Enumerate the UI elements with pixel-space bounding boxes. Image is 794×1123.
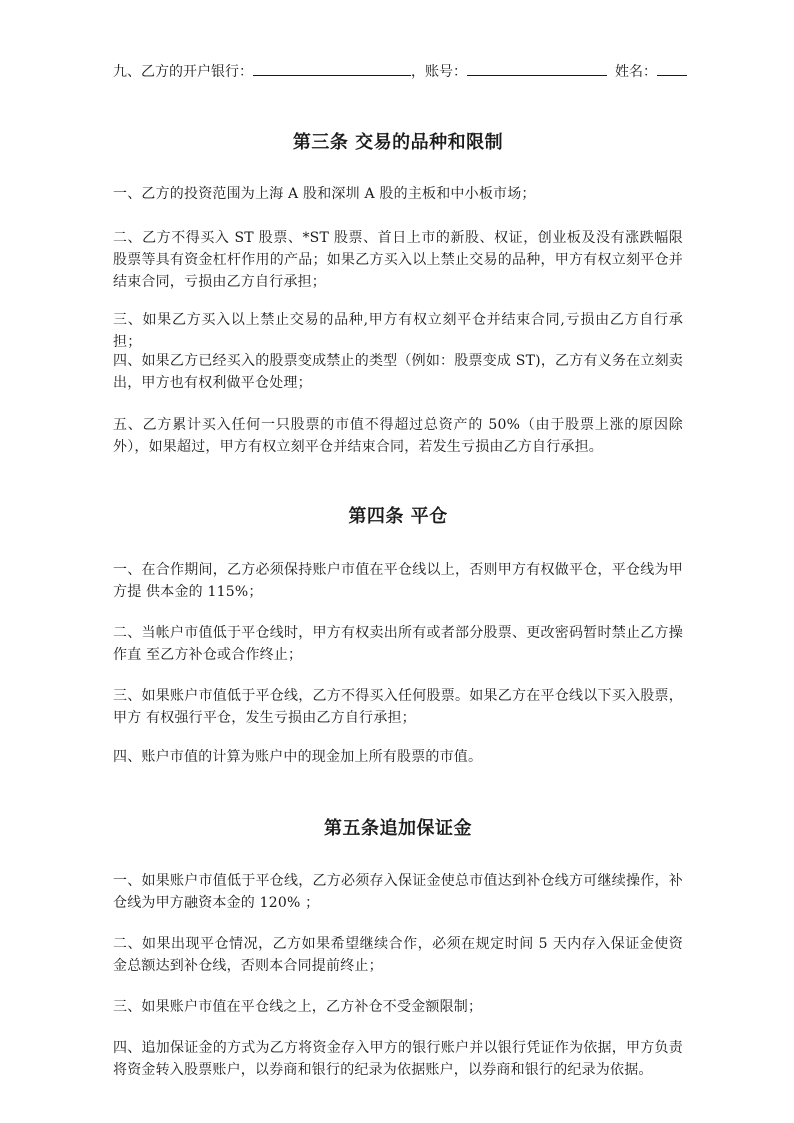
section-5-item-4: 四、追加保证金的方式为乙方将资金存入甲方的银行账户并以银行凭证作为依据，甲方负责将资金转入股票账户，以券商和银行的纪录为依据账户，以券商和银行的纪录为依据。 [113,1040,683,1078]
name-label: 姓名： [615,64,657,80]
section-4-item-3: 三、如果账户市值低于平仓线，乙方不得买入任何股票。如果乙方在平仓线以下买入股票，甲方 有权强行平仓，发生亏损由乙方自行承担； [113,688,683,726]
section-3-item-5: 五、乙方累计买入任何一只股票的市值不得超过总资产的 50%（由于股票上涨的原因除外），如果超过，甲方有权立刻平仓并结束合同，若发生亏损由乙方自行承担。 [113,417,683,455]
section-5-item-2: 二、如果出现平仓情况，乙方如果希望继续合作，必须在规定时间 5 天内存入保证金使资金总额达到补仓线，否则本合同提前终止； [113,936,683,974]
section-heading-3: 第三条 交易的品种和限制 [292,132,504,153]
bank-blank [253,61,411,76]
section-3-item-4: 四、如果乙方已经买入的股票变成禁止的类型（例如：股票变成 ST)，乙方有义务在立刻卖出，甲方也有权利做平仓处理； [113,353,683,391]
bank-label: 九、乙方的开户银行： [113,64,253,80]
section-5-item-3: 三、如果账户市值在平仓线之上，乙方补仓不受金额限制； [113,999,483,1015]
name-blank [657,61,687,76]
section-5-item-1: 一、如果账户市值低于平仓线，乙方必须存入保证金使总市值达到补仓线方可继续操作，补仓线为甲方融资本金的 120% ； [113,873,683,911]
section-3-item-2: 二、乙方不得买入 ST 股票、*ST 股票、首日上市的新股、权证，创业板及没有涨跌幅限股票等具有资金杠杆作用的产品；如果乙方买入以上禁止交易的品种，甲方有权立刻平仓并结束合同，亏损由乙方自行承担； [113,230,683,290]
section-3-item-3: 三、如果乙方买入以上禁止交易的品种,甲方有权立刻平仓并结束合同,亏损由乙方自行承担； [113,312,683,350]
section-heading-5: 第五条追加保证金 [324,818,472,839]
section-heading-4: 第四条 平仓 [348,506,448,527]
section-3-item-1: 一、乙方的投资范围为上海 A 股和深圳 A 股的主板和中小板市场； [113,186,536,202]
section-4-item-2: 二、当帐户市值低于平仓线时，甲方有权卖出所有或者部分股票、更改密码暂时禁止乙方操作直 至乙方补仓或合作终止； [113,625,683,663]
section-4-item-1: 一、在合作期间，乙方必须保持账户市值在平仓线以上，否则甲方有权做平仓，平仓线为甲方提 供本金的 115%； [113,562,683,600]
account-label: ，账号： [411,64,467,80]
account-info-line [113,61,683,82]
section-4-item-4: 四、账户市值的计算为账户中的现金加上所有股票的市值。 [113,749,483,765]
account-number-blank [467,61,607,76]
